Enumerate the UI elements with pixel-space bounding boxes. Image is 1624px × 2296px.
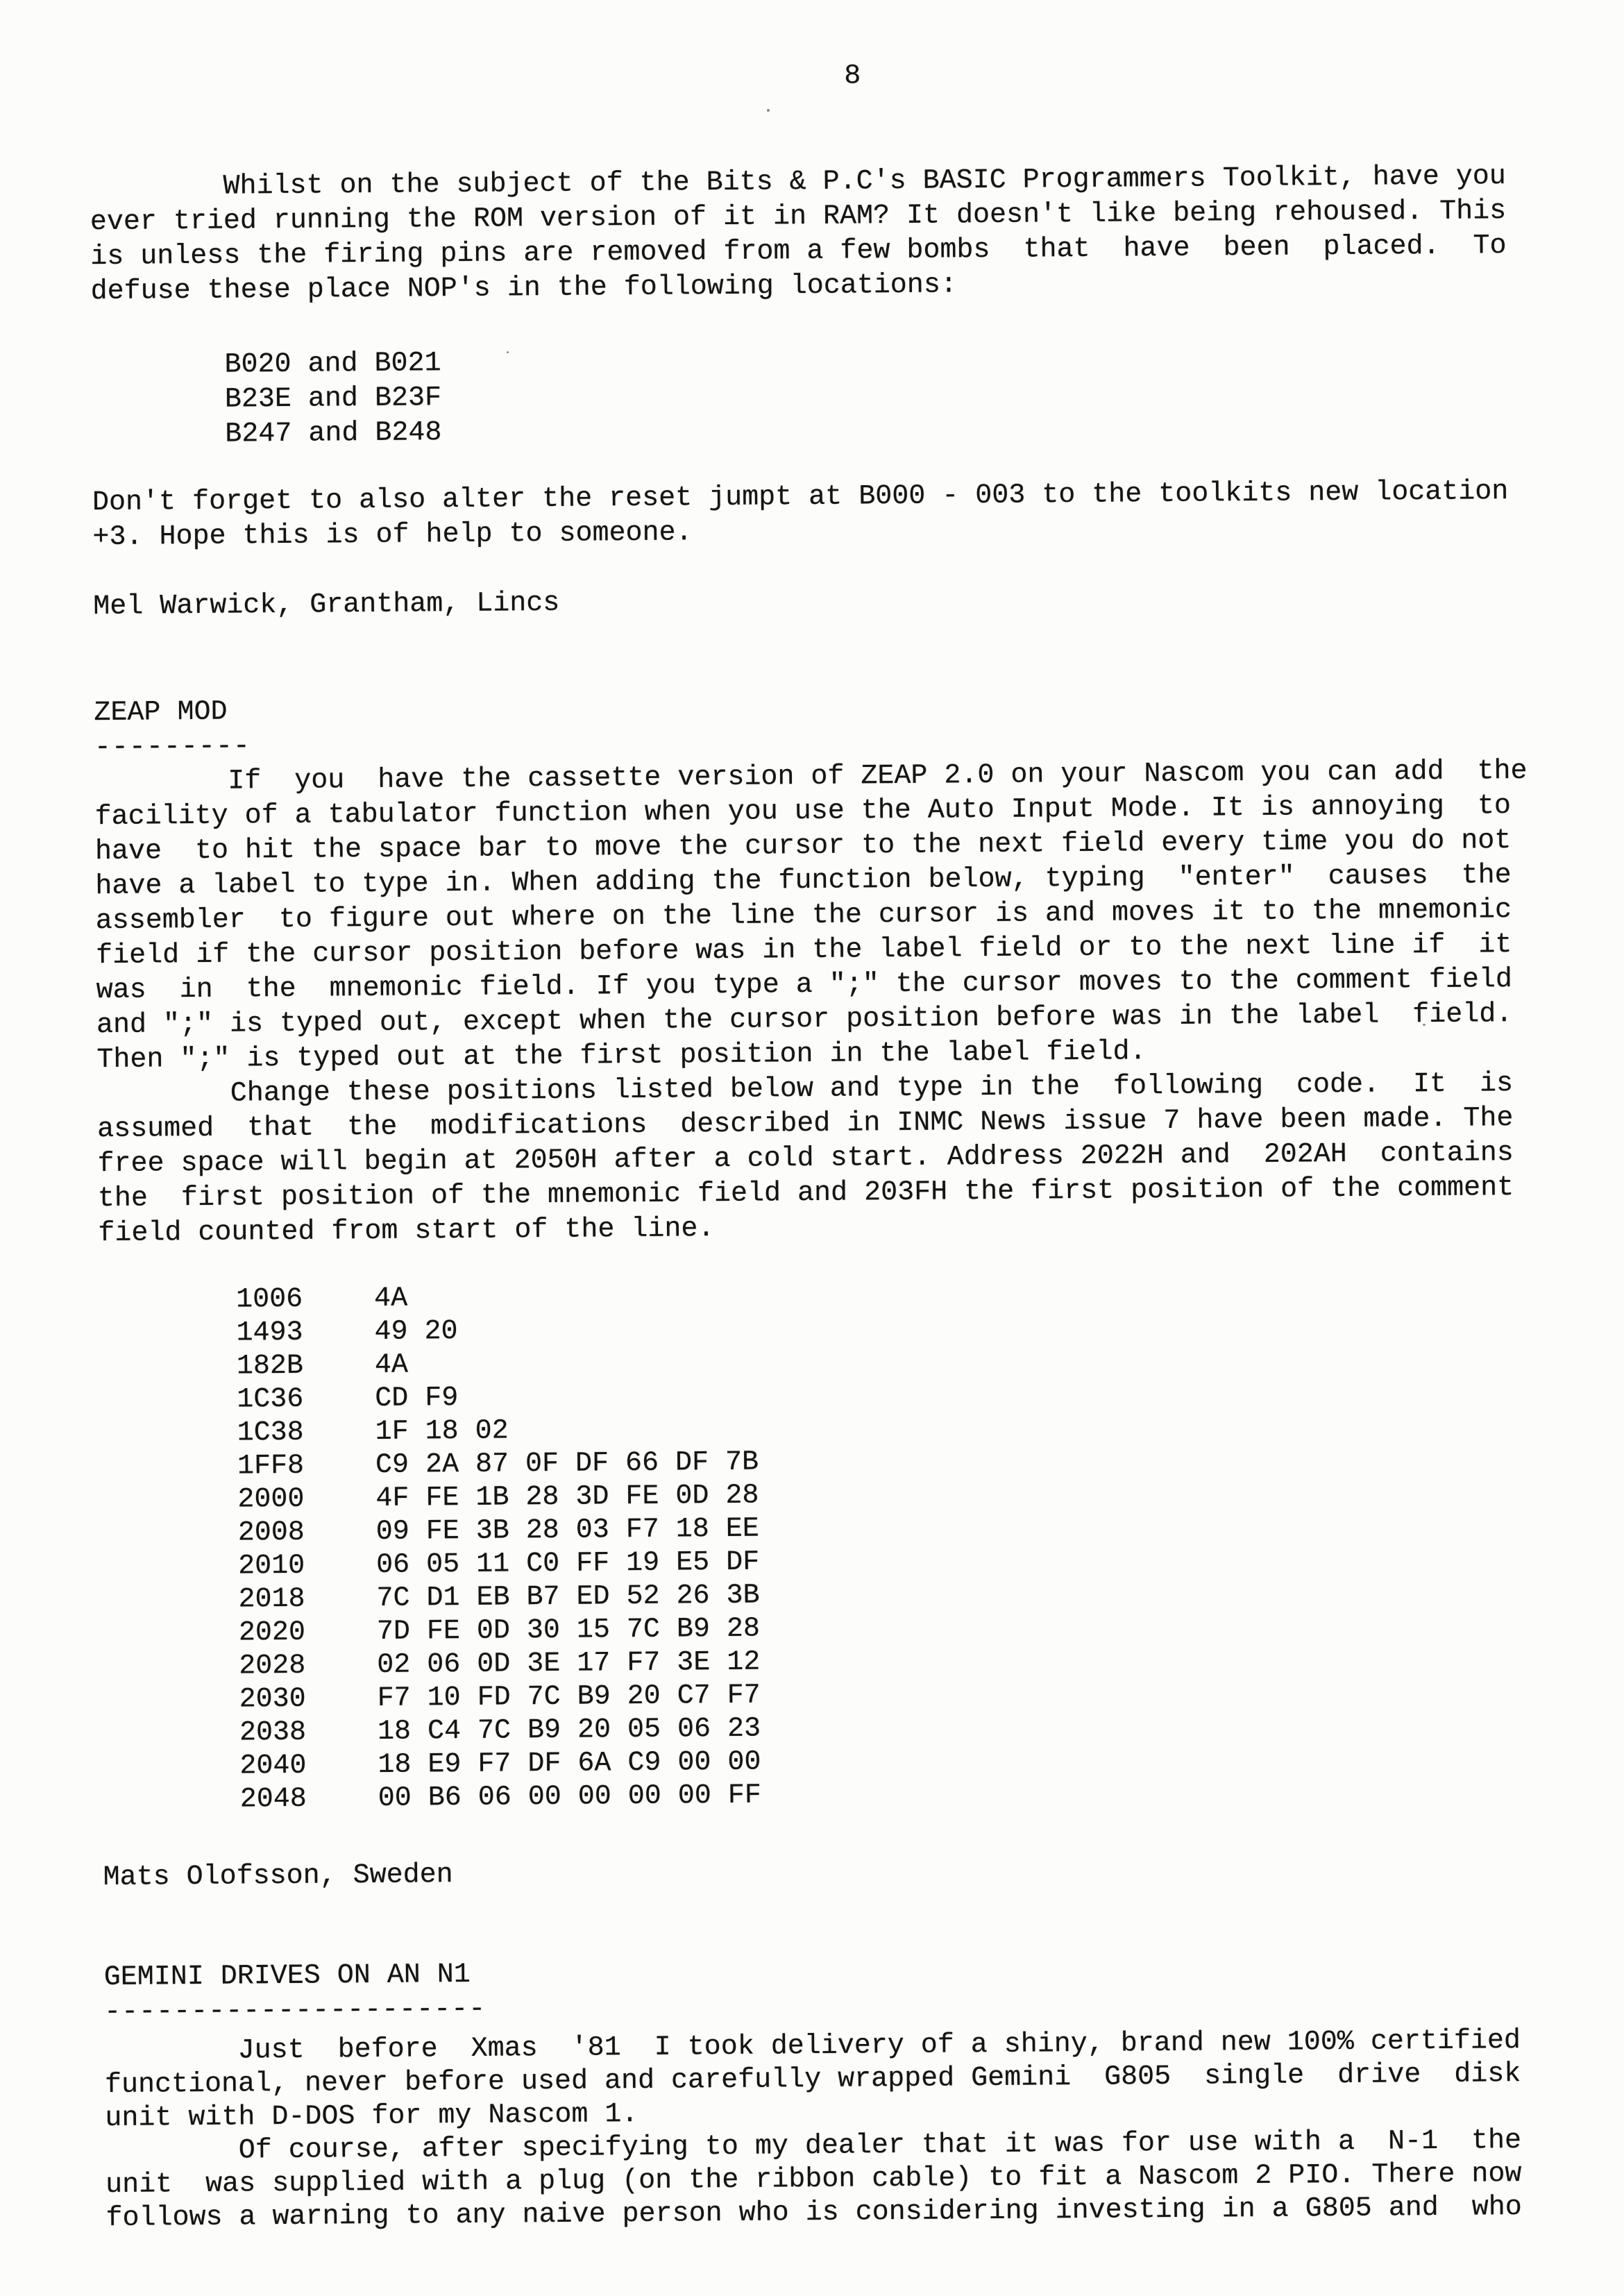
hex-bytes: 18 C4 7C B9 20 05 06 23: [377, 1713, 761, 1748]
hex-bytes: 4A: [373, 1283, 408, 1315]
hex-address: 1C36: [237, 1383, 304, 1416]
signature-mel-warwick: Mel Warwick, Grantham, Lincs: [93, 587, 560, 623]
hex-bytes: 4F FE 1B 28 3D FE 0D 28: [375, 1480, 759, 1514]
hex-address: 1C38: [237, 1417, 304, 1449]
hex-address: 2040: [239, 1750, 307, 1782]
paragraph-toolkit-intro: Whilst on the subject of the Bits & P.C's BASIC Programmers Toolkit, have you ever tried running the ROM version of it in RAM? It doesn't like being rehoused. This is unless the firing pins are removed from a few bombs that have been placed. To defuse these place NOP's in the following locations:: [90, 161, 1507, 308]
paragraph-reset-note: Don't forget to also alter the reset jumpt at B000 - 003 to the toolkits new location +3. Hope this is of help to someone.: [92, 476, 1509, 554]
hex-listing: [99, 1274, 1567, 1818]
hex-bytes: 00 B6 06 00 00 00 00 FF: [378, 1780, 762, 1814]
hex-address: 1006: [235, 1283, 303, 1316]
heading-underline: ----------------------: [103, 1993, 487, 2029]
hex-address: 2048: [239, 1783, 307, 1816]
section-zeap-mod: [94, 685, 1559, 766]
list-item: B247 and B248: [92, 417, 442, 452]
paragraph-zeap-2: Change these positions listed below and type in the following code. It is assumed that the modifications described in INMC News issue 7 have been made. The free space will begin at 2050H after a cold start. Address 2022H and 202AH contains the first position of the mnemonic field and 203FH the first position of the comment field counted from start of the line.: [96, 1068, 1514, 1250]
hex-address: 2018: [238, 1583, 305, 1616]
hex-bytes: 1F 18 02: [375, 1415, 509, 1448]
hex-bytes: 4A: [374, 1349, 409, 1381]
hex-address: 2038: [239, 1716, 307, 1749]
hex-bytes: 7D FE 0D 30 15 7C B9 28: [376, 1613, 761, 1648]
paragraph-gemini-2: Of course, after specifying to my dealer that it was for use with a N-1 the unit was supplied with a plug (on the ribbon cable) to fit a Nascom 2 PIO. There now follows a warning to any naive person who is considering investing in a G805 and who: [105, 2125, 1522, 2235]
paragraph-zeap-1: If you have the cassette version of ZEAP 2.0 on your Nascom you can add the facility of a tabulator function when you use the Auto Input Mode. It is annoying to have to hit the space bar to move the cursor to the next field every time you do not have a label to type in. When adding the function below, typing "enter" causes the assembler to figure out where on the line the cursor is and moves it to the mnemonic field if the cursor position before was in the label field or to the next line if it was in the mnemonic field. If you type a ";" the cursor moves to the comment field and ";" is typed out, except when the cursor position before was in the label field. Then ";" is typed out at the first position in the label field.: [94, 755, 1528, 1077]
hex-bytes: 7C D1 EB B7 ED 52 26 3B: [376, 1580, 760, 1614]
list-item: B020 and B021: [91, 348, 441, 382]
hex-bytes: C9 2A 87 0F DF 66 DF 7B: [375, 1446, 759, 1481]
section-gemini-drives: [104, 1949, 1569, 2030]
hex-address: 182B: [236, 1350, 304, 1383]
hex-address: 2000: [237, 1483, 305, 1516]
hex-bytes: 49 20: [374, 1316, 458, 1348]
hex-address: 2028: [239, 1650, 306, 1682]
hex-bytes: F7 10 FD 7C B9 20 C7 F7: [377, 1680, 761, 1714]
hex-bytes: 06 05 11 C0 FF 19 E5 DF: [375, 1546, 760, 1581]
hex-bytes: 18 E9 F7 DF 6A C9 00 00: [378, 1746, 761, 1781]
list-item: B23E and B23F: [91, 382, 442, 417]
hex-bytes: CD F9: [375, 1383, 459, 1415]
hex-bytes: 02 06 0D 3E 17 F7 3E 12: [377, 1646, 761, 1681]
signature-mats-olofsson: Mats Olofsson, Sweden: [103, 1859, 453, 1894]
nop-locations-list: [91, 338, 1556, 454]
hex-address: 1FF8: [237, 1450, 305, 1483]
hex-address: 2030: [239, 1683, 306, 1716]
heading-underline: ---------: [94, 731, 251, 764]
hex-address: 2008: [237, 1517, 305, 1549]
section-heading: ZEAP MOD: [94, 696, 228, 729]
hex-address: 2020: [238, 1617, 306, 1649]
paragraph-gemini-1: Just before Xmas '81 I took delivery of a shiny, brand new 100% certified functional, never before used and carefully wrapped Gemini G805 single drive disk unit with D-DOS for my Nascom 1.: [104, 2025, 1521, 2135]
hex-address: 1493: [236, 1317, 303, 1349]
hex-bytes: 09 FE 3B 28 03 F7 18 EE: [375, 1513, 760, 1548]
section-heading: GEMINI DRIVES ON AN N1: [103, 1959, 471, 1994]
page-number: 8: [844, 60, 861, 92]
hex-address: 2010: [237, 1550, 305, 1582]
